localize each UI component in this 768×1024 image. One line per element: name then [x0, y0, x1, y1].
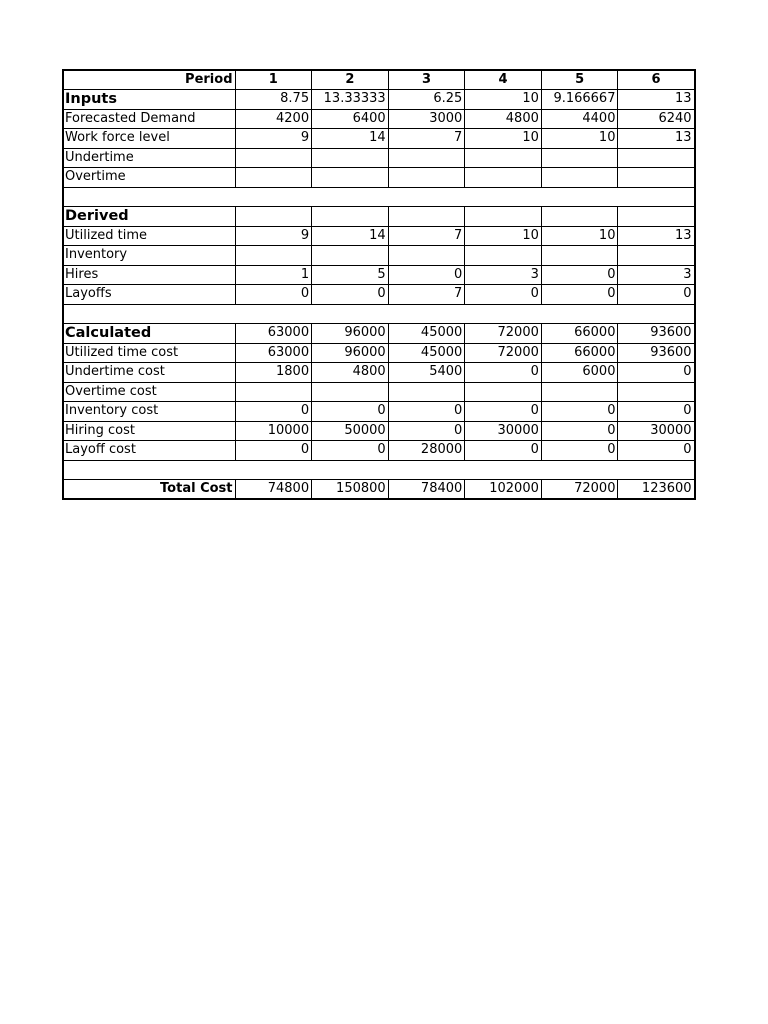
section-value-cell[interactable]: 45000	[388, 324, 465, 344]
value-cell[interactable]: 0	[235, 441, 312, 461]
value-cell[interactable]: 0	[541, 441, 618, 461]
value-cell[interactable]	[618, 382, 695, 402]
value-cell[interactable]: 0	[388, 402, 465, 422]
value-cell[interactable]: 6400	[312, 109, 389, 129]
cost-table	[62, 69, 696, 500]
value-cell[interactable]: 3000	[388, 109, 465, 129]
value-cell[interactable]	[235, 148, 312, 168]
value-cell[interactable]	[465, 168, 542, 188]
section-value-cell[interactable]	[618, 207, 695, 227]
table-body	[63, 70, 695, 499]
value-cell[interactable]: 0	[618, 441, 695, 461]
value-cell[interactable]: 0	[465, 402, 542, 422]
value-cell[interactable]	[312, 168, 389, 188]
spreadsheet	[62, 69, 694, 501]
value-cell[interactable]: 0	[465, 441, 542, 461]
value-cell[interactable]: 72000	[465, 343, 542, 363]
value-cell[interactable]: 0	[618, 285, 695, 305]
spacer-cell	[63, 187, 695, 207]
value-cell[interactable]	[235, 382, 312, 402]
spacer-row	[63, 187, 695, 207]
value-cell[interactable]: 0	[541, 265, 618, 285]
value-cell[interactable]: 10	[465, 226, 542, 246]
table-row	[63, 168, 695, 188]
value-cell[interactable]	[465, 148, 542, 168]
value-cell[interactable]: 7	[388, 129, 465, 149]
section-value-cell[interactable]: 66000	[541, 324, 618, 344]
section-value-cell[interactable]	[235, 207, 312, 227]
row-label[interactable]: Forecasted Demand	[63, 109, 235, 129]
value-cell[interactable]: 9	[235, 226, 312, 246]
value-cell[interactable]: 1800	[235, 363, 312, 383]
value-cell[interactable]	[312, 148, 389, 168]
row-label[interactable]: Undertime	[63, 148, 235, 168]
row-label[interactable]: Hiring cost	[63, 421, 235, 441]
section-value-cell[interactable]: 8.75	[235, 90, 312, 110]
value-cell[interactable]: 0	[235, 402, 312, 422]
value-cell[interactable]: 3	[618, 265, 695, 285]
value-cell[interactable]: 0	[541, 285, 618, 305]
value-cell[interactable]	[388, 382, 465, 402]
value-cell[interactable]: 1	[235, 265, 312, 285]
total-value-cell[interactable]: 72000	[541, 480, 618, 500]
value-cell[interactable]	[465, 246, 542, 266]
period-header-cell[interactable]: 4	[465, 70, 542, 90]
table-row	[63, 343, 695, 363]
section-value-cell[interactable]: 9.166667	[541, 90, 618, 110]
value-cell[interactable]	[388, 148, 465, 168]
section-value-cell[interactable]	[312, 207, 389, 227]
period-label[interactable]: Period	[63, 70, 235, 90]
period-header-cell[interactable]: 3	[388, 70, 465, 90]
value-cell[interactable]: 5	[312, 265, 389, 285]
table-row	[63, 246, 695, 266]
value-cell[interactable]: 10	[541, 226, 618, 246]
section-value-cell[interactable]: 96000	[312, 324, 389, 344]
total-label[interactable]: Total Cost	[63, 480, 235, 500]
value-cell[interactable]	[312, 382, 389, 402]
spacer-cell	[63, 304, 695, 324]
value-cell[interactable]: 50000	[312, 421, 389, 441]
value-cell[interactable]: 63000	[235, 343, 312, 363]
section-value-cell[interactable]	[388, 207, 465, 227]
value-cell[interactable]	[465, 382, 542, 402]
value-cell[interactable]	[541, 382, 618, 402]
value-cell[interactable]: 4200	[235, 109, 312, 129]
row-label[interactable]: Work force level	[63, 129, 235, 149]
row-label[interactable]: Layoff cost	[63, 441, 235, 461]
section-value-cell[interactable]: 6.25	[388, 90, 465, 110]
value-cell[interactable]: 0	[541, 421, 618, 441]
value-cell[interactable]: 0	[312, 402, 389, 422]
value-cell[interactable]: 0	[541, 402, 618, 422]
table-row	[63, 285, 695, 305]
value-cell[interactable]: 30000	[618, 421, 695, 441]
section-title[interactable]: Calculated	[63, 324, 235, 344]
value-cell[interactable]	[235, 168, 312, 188]
value-cell[interactable]: 6000	[541, 363, 618, 383]
table-row	[63, 109, 695, 129]
section-header-row	[63, 90, 695, 110]
row-label[interactable]: Layoffs	[63, 285, 235, 305]
total-value-cell[interactable]: 123600	[618, 480, 695, 500]
total-value-cell[interactable]: 78400	[388, 480, 465, 500]
value-cell[interactable]: 10	[465, 129, 542, 149]
value-cell[interactable]: 7	[388, 226, 465, 246]
table-row	[63, 421, 695, 441]
value-cell[interactable]: 0	[465, 285, 542, 305]
section-value-cell[interactable]: 13	[618, 90, 695, 110]
period-header-cell[interactable]: 2	[312, 70, 389, 90]
row-label[interactable]: Utilized time cost	[63, 343, 235, 363]
value-cell[interactable]	[541, 168, 618, 188]
value-cell[interactable]	[388, 246, 465, 266]
value-cell[interactable]	[235, 246, 312, 266]
value-cell[interactable]: 30000	[465, 421, 542, 441]
section-value-cell[interactable]: 93600	[618, 324, 695, 344]
value-cell[interactable]: 0	[388, 265, 465, 285]
table-row	[63, 129, 695, 149]
header-row	[63, 70, 695, 90]
total-row	[63, 480, 695, 500]
value-cell[interactable]	[541, 246, 618, 266]
row-label[interactable]: Undertime cost	[63, 363, 235, 383]
value-cell[interactable]	[541, 148, 618, 168]
value-cell[interactable]	[312, 246, 389, 266]
table-row	[63, 265, 695, 285]
value-cell[interactable]: 0	[235, 285, 312, 305]
row-label[interactable]: Hires	[63, 265, 235, 285]
row-label[interactable]: Inventory cost	[63, 402, 235, 422]
period-header-cell[interactable]: 5	[541, 70, 618, 90]
value-cell[interactable]: 10	[541, 129, 618, 149]
value-cell[interactable]: 28000	[388, 441, 465, 461]
table-row	[63, 382, 695, 402]
spacer-cell	[63, 460, 695, 480]
section-value-cell[interactable]: 72000	[465, 324, 542, 344]
value-cell[interactable]: 0	[312, 441, 389, 461]
value-cell[interactable]: 0	[618, 402, 695, 422]
table-row	[63, 402, 695, 422]
row-label[interactable]: Overtime cost	[63, 382, 235, 402]
value-cell[interactable]: 13	[618, 226, 695, 246]
row-label[interactable]: Inventory	[63, 246, 235, 266]
value-cell[interactable]: 3	[465, 265, 542, 285]
section-title[interactable]: Inputs	[63, 90, 235, 110]
section-value-cell[interactable]: 10	[465, 90, 542, 110]
value-cell[interactable]: 45000	[388, 343, 465, 363]
spacer-row	[63, 304, 695, 324]
value-cell[interactable]: 14	[312, 129, 389, 149]
table-row	[63, 226, 695, 246]
section-title[interactable]: Derived	[63, 207, 235, 227]
value-cell[interactable]: 0	[465, 363, 542, 383]
row-label[interactable]: Overtime	[63, 168, 235, 188]
value-cell[interactable]: 13	[618, 129, 695, 149]
value-cell[interactable]: 66000	[541, 343, 618, 363]
section-value-cell[interactable]: 13.33333	[312, 90, 389, 110]
value-cell[interactable]: 0	[388, 421, 465, 441]
table-row	[63, 363, 695, 383]
value-cell[interactable]: 96000	[312, 343, 389, 363]
total-value-cell[interactable]: 74800	[235, 480, 312, 500]
value-cell[interactable]: 6240	[618, 109, 695, 129]
section-header-row	[63, 207, 695, 227]
period-header-cell[interactable]: 1	[235, 70, 312, 90]
total-value-cell[interactable]: 102000	[465, 480, 542, 500]
value-cell[interactable]: 93600	[618, 343, 695, 363]
value-cell[interactable]: 4800	[465, 109, 542, 129]
section-header-row	[63, 324, 695, 344]
value-cell[interactable]: 10000	[235, 421, 312, 441]
value-cell[interactable]: 4800	[312, 363, 389, 383]
section-value-cell[interactable]	[465, 207, 542, 227]
value-cell[interactable]: 5400	[388, 363, 465, 383]
period-header-cell[interactable]: 6	[618, 70, 695, 90]
value-cell[interactable]: 7	[388, 285, 465, 305]
value-cell[interactable]	[388, 168, 465, 188]
value-cell[interactable]: 9	[235, 129, 312, 149]
value-cell[interactable]: 14	[312, 226, 389, 246]
total-value-cell[interactable]: 150800	[312, 480, 389, 500]
value-cell[interactable]: 4400	[541, 109, 618, 129]
section-value-cell[interactable]	[541, 207, 618, 227]
value-cell[interactable]: 0	[312, 285, 389, 305]
value-cell[interactable]	[618, 246, 695, 266]
spacer-row	[63, 460, 695, 480]
value-cell[interactable]	[618, 168, 695, 188]
row-label[interactable]: Utilized time	[63, 226, 235, 246]
value-cell[interactable]: 0	[618, 363, 695, 383]
table-row	[63, 441, 695, 461]
table-row	[63, 148, 695, 168]
section-value-cell[interactable]: 63000	[235, 324, 312, 344]
value-cell[interactable]	[618, 148, 695, 168]
